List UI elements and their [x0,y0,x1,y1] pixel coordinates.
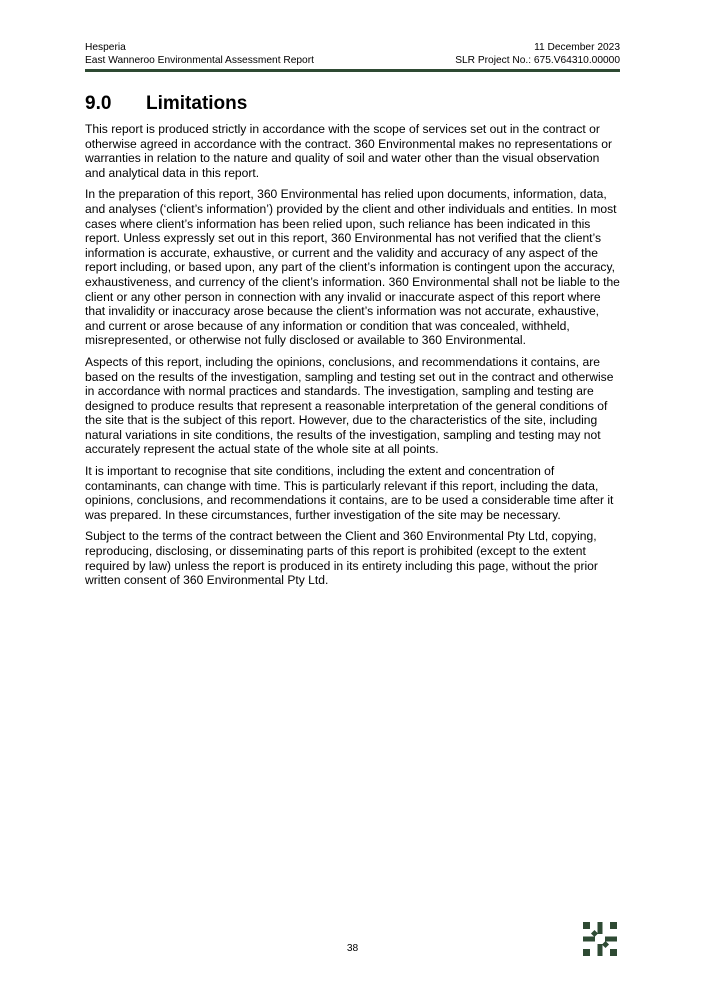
page-header [85,41,620,67]
header-row-top [85,41,620,54]
slr-logo-icon [582,921,618,957]
header-report-title: East Wanneroo Environmental Assessment Report [85,55,314,66]
page-number: 38 [346,943,359,954]
page-content [85,92,620,595]
section-title: Limitations [146,93,248,114]
paragraph-scope: This report is produced strictly in accordance with the scope of services set out in the contract or otherwise agreed in accordance with the contract. 360 Environmental makes no representations or warranties in relation to the nature and quality of soil and water other than the visual observation and analytical data in this report. [85,122,613,180]
section-heading [85,92,620,116]
paragraph-site-conditions: It is important to recognise that site conditions, including the extent and concentration of contaminants, can change with time. This is particularly relevant if this report, including the data, opinions, conclusions, and recommendations it contains, are to be used a considerable time after it was prepared. In these circumstances, further investigation of the site may be necessary. [85,464,614,522]
paragraph-investigation: Aspects of this report, including the opinions, conclusions, and recommendations it contains, are based on the results of the investigation, sampling and testing set out in the contract and otherwise in accordance with normal practices and standards. The investigation, sampling and testing are designed to produce results that represent a reasonable interpretation of the general conditions of the site that is the subject of this report. However, due to the characteristics of the site, including natural variations in site conditions, the results of the investigation, sampling and testing may not accurately represent the actual state of the whole site at all points. [85,354,614,457]
section-number: 9.0 [85,93,112,114]
header-divider [85,69,620,72]
header-row-bottom [85,54,620,67]
paragraph-client-information: In the preparation of this report, 360 Environmental has relied upon documents, information, data, and analyses (‘client’s information’) provided by the client and other individuals and entities. In most cases where client’s information has been relied upon, such reliance has been indicated in this report. Unless expressly set out in this report, 360 Environmental has not verified that the client’s information is accurate, exhaustive, or current and the validity and accuracy of any aspect of the report including, or based upon, any part of the client’s information is contingent upon the accuracy, exhaustiveness, and currency of the client’s information. 360 Environmental shall not be liable to the client or any other person in connection with any invalid or inaccurate aspect of this report where that invalidity or inaccuracy arose because the client’s information was not accurate, exhaustive, and current or arose because of any information or condition that was concealed, withheld, misrepresented, or otherwise not fully disclosed or available to 360 Environmental. [85,187,620,348]
header-date: 11 December 2023 [534,42,620,53]
paragraph-copyright: Subject to the terms of the contract between the Client and 360 Environmental Pty Ltd, copying, reproducing, disclosing, or disseminating parts of this report is prohibited (except to the extent required by law) unless the report is produced in its entirety including this page, without the prior written consent of 360 Environmental Pty Ltd. [85,529,598,588]
header-client: Hesperia [85,42,126,53]
header-project-number: SLR Project No.: 675.V64310.00000 [455,55,620,66]
